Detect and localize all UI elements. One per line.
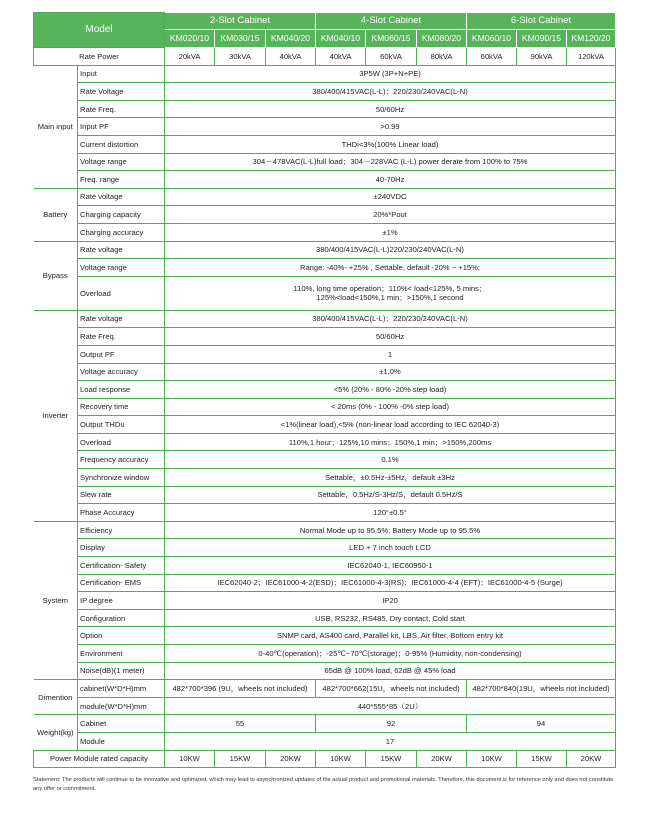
power-module-value: 20KW [417, 750, 467, 768]
row-value: >0.99 [165, 118, 616, 136]
table-row [34, 697, 616, 715]
row-label: Voltage range [78, 153, 165, 171]
power-module-value: 10KW [467, 750, 517, 768]
row-value: 110%,1 hour；125%,10 mins；150%,1 min；>150%,200ms [165, 433, 616, 451]
group-6-slot: 6-Slot Cabinet [467, 13, 616, 30]
table-row [34, 521, 616, 539]
row-label: Rate Freq. [78, 328, 165, 346]
row-label: Frequency accuracy [78, 451, 165, 469]
row-label: Display [78, 539, 165, 557]
table-row [34, 486, 616, 504]
row-label: Load response [78, 381, 165, 399]
group-2-slot: 2-Slot Cabinet [165, 13, 316, 30]
row-value: 17 [165, 732, 616, 750]
row-value: 20%*Pout [165, 206, 616, 224]
row-value: LED + 7 inch touch LCD [165, 539, 616, 557]
row-value: Settable，0.5Hz/S-3Hz/S，default 0.5Hz/S [165, 486, 616, 504]
row-value: THDi<3%(100% Linear load) [165, 135, 616, 153]
row-label: Output THDu [78, 416, 165, 434]
table-row [34, 592, 616, 610]
rate-power-value: 80kVA [417, 48, 467, 66]
power-module-value: 10KW [165, 750, 215, 768]
table-row [34, 153, 616, 171]
row-label: Rate voltage [78, 188, 165, 206]
row-label: Slew rate [78, 486, 165, 504]
section-system: System [34, 521, 78, 679]
row-value: 50/60Hz [165, 100, 616, 118]
power-module-value: 15KW [366, 750, 417, 768]
table-row [34, 171, 616, 189]
row-label: cabinet(W*D*H)mm [78, 680, 165, 698]
table-row [34, 574, 616, 592]
spec-table [33, 12, 616, 768]
statement-text: Statement: The products will continue to be innovative and optimized, which may lead to asynchronized updates of the actual product and promotional materials. Therefore, this document is for reference only and does not constitute any offer or commitment. [33, 777, 614, 792]
section-main-input: Main input [34, 65, 78, 188]
row-label: module(W*D*H)mm [78, 697, 165, 715]
model-name: KM120/20 [567, 30, 616, 48]
table-row [34, 627, 616, 645]
row-value [165, 276, 616, 310]
row-label: Current distortion [78, 135, 165, 153]
row-value: <5% (20% - 80% -20% step load) [165, 381, 616, 399]
section-inverter: Inverter [34, 310, 78, 521]
table-row [34, 469, 616, 487]
row-label: Rate voltage [78, 310, 165, 328]
row-value: SNMP card, AS400 card, Parallel kit, LBS, Air filter, Bottom entry kit [165, 627, 616, 645]
row-value: 0-40℃(operation)；-25℃~70℃(storage)；0-95% (Humidity, non-condensing) [165, 645, 616, 663]
row-value: 50/60Hz [165, 328, 616, 346]
row-label: Output PF [78, 345, 165, 363]
table-row [34, 188, 616, 206]
model-name: KM060/15 [366, 30, 417, 48]
model-name: KM020/10 [165, 30, 215, 48]
section-weight: Weight(kg) [34, 715, 78, 750]
row-label: Option [78, 627, 165, 645]
table-row [34, 662, 616, 680]
row-value: 380/400/415VAC(L-L)；220/230/240VAC(L-N) [165, 310, 616, 328]
row-value: Settable，±0.5Hz-±5Hz，default ±3Hz [165, 469, 616, 487]
cabinet-dimension-value: 482*700*662(15U，wheels not included) [316, 680, 467, 698]
table-row [34, 276, 616, 310]
power-module-value: 15KW [517, 750, 567, 768]
row-label: Certification- Safety [78, 557, 165, 575]
table-row [34, 381, 616, 399]
table-row [34, 557, 616, 575]
table-row [34, 223, 616, 241]
table-row [34, 609, 616, 627]
overload-line-1: 110%, long time operation；110%< load<125%, 5 mins； [293, 284, 487, 294]
table-row [34, 539, 616, 557]
cabinet-weight-value: 55 [165, 715, 316, 733]
row-label: Overload [78, 433, 165, 451]
rate-power-value: 60kVA [467, 48, 517, 66]
rate-power-value: 20kVA [165, 48, 215, 66]
model-name: KM080/20 [417, 30, 467, 48]
model-name: KM040/20 [266, 30, 316, 48]
row-label: IP degree [78, 592, 165, 610]
row-value: ±1% [165, 223, 616, 241]
model-name: KM060/10 [467, 30, 517, 48]
model-header: Model [34, 13, 165, 48]
row-value: 440*555*85（2U） [165, 697, 616, 715]
spec-sheet [33, 12, 615, 768]
table-row [34, 433, 616, 451]
row-value: IP20 [165, 592, 616, 610]
row-value: Range: -40%- +25% , Settable, default -20% ~ +15%; [165, 259, 616, 277]
row-label: Input PF [78, 118, 165, 136]
row-value: IEC62040-1, IEC60950-1 [165, 557, 616, 575]
table-row [34, 83, 616, 101]
model-name: KM090/15 [517, 30, 567, 48]
table-row [34, 310, 616, 328]
row-label: Recovery time [78, 398, 165, 416]
row-label: Overload [78, 276, 165, 310]
table-row [34, 645, 616, 663]
row-value: ±1.0% [165, 363, 616, 381]
rate-power-value: 40kVA [266, 48, 316, 66]
cabinet-dimension-value: 482*700*840(19U，wheels not included) [467, 680, 616, 698]
row-value: <1%(linear load),<5% (non-linear load according to IEC 62040-3) [165, 416, 616, 434]
table-row [34, 732, 616, 750]
section-battery: Battery [34, 188, 78, 241]
row-value: 120°±0.5° [165, 504, 616, 522]
row-value: Normal Mode up to 95.5%; Battery Mode up to 95.5% [165, 521, 616, 539]
cabinet-dimension-value: 482*700*396 (9U，wheels not included) [165, 680, 316, 698]
power-module-value: 10KW [316, 750, 366, 768]
row-label: Rate Freq. [78, 100, 165, 118]
table-row [34, 345, 616, 363]
table-row [34, 680, 616, 698]
rate-power-label: Rate Power [34, 48, 165, 66]
table-row [34, 328, 616, 346]
row-label: Rate Voltage [78, 83, 165, 101]
row-value: < 20ms (0% - 100% -0% step load) [165, 398, 616, 416]
table-row [34, 241, 616, 259]
row-value: 40-70Hz [165, 171, 616, 189]
row-value: USB, RS232, RS485, Dry contact, Cold start [165, 609, 616, 627]
rate-power-value: 90kVA [517, 48, 567, 66]
power-module-value: 15KW [215, 750, 266, 768]
row-label: Noise(dB)(1 meter) [78, 662, 165, 680]
row-label: Efficiency [78, 521, 165, 539]
model-name: KM030/15 [215, 30, 266, 48]
row-label: Charging accuracy [78, 223, 165, 241]
table-row [34, 259, 616, 277]
table-row [34, 416, 616, 434]
row-value: 1 [165, 345, 616, 363]
row-label: Voltage accuracy [78, 363, 165, 381]
table-row [34, 451, 616, 469]
row-label: Environment [78, 645, 165, 663]
power-module-value: 20KW [567, 750, 616, 768]
row-label: Certification- EMS [78, 574, 165, 592]
table-row [34, 206, 616, 224]
row-value: 65dB @ 100% load, 62dB @ 45% load [165, 662, 616, 680]
rate-power-value: 60kVA [366, 48, 417, 66]
section-bypass: Bypass [34, 241, 78, 310]
row-label: Freq. range [78, 171, 165, 189]
overload-line-2: 125%<load<150%,1 min；>150%,1 second [316, 293, 464, 303]
row-label: Charging capacity [78, 206, 165, 224]
table-row [34, 715, 616, 733]
power-module-label: Power Module rated capacity [34, 750, 165, 768]
row-value: 3P5W (3P+N+PE) [165, 65, 616, 83]
table-row [34, 398, 616, 416]
row-label: Phase Accuracy [78, 504, 165, 522]
cabinet-weight-value: 94 [467, 715, 616, 733]
group-4-slot: 4-Slot Cabinet [316, 13, 467, 30]
table-row [34, 100, 616, 118]
row-value: IEC62040-2；IEC61000-4-2(ESD)；IEC61000-4-3(RS)；IEC61000-4-4 (EFT)；IEC61000-4-5 (Surge) [165, 574, 616, 592]
table-row [34, 135, 616, 153]
cabinet-weight-value: 92 [316, 715, 467, 733]
row-value: 304－478VAC(L-L)full load；304－228VAC (L-L) power derate from 100% to 75% [165, 153, 616, 171]
row-label: Module [78, 732, 165, 750]
table-row [34, 65, 616, 83]
table-row [34, 118, 616, 136]
row-value: ±240VDC [165, 188, 616, 206]
row-value: 380/400/415VAC(L-L)；220/230/240VAC(L-N) [165, 83, 616, 101]
row-value: 0.1% [165, 451, 616, 469]
power-module-value: 20KW [266, 750, 316, 768]
rate-power-value: 40kVA [316, 48, 366, 66]
table-row [34, 504, 616, 522]
rate-power-value: 120kVA [567, 48, 616, 66]
table-row [34, 48, 616, 66]
row-label: Input [78, 65, 165, 83]
row-value: 380/400/415VAC(L-L)220/230/240VAC(L-N) [165, 241, 616, 259]
row-label: Rate voltage [78, 241, 165, 259]
row-label: Voltage range [78, 259, 165, 277]
table-row [34, 750, 616, 768]
section-dimension: Dimention [34, 680, 78, 715]
row-label: Configuration [78, 609, 165, 627]
rate-power-value: 30kVA [215, 48, 266, 66]
table-row [34, 363, 616, 381]
row-label: Cabinet [78, 715, 165, 733]
row-label: Synchronize window [78, 469, 165, 487]
model-name: KM040/10 [316, 30, 366, 48]
